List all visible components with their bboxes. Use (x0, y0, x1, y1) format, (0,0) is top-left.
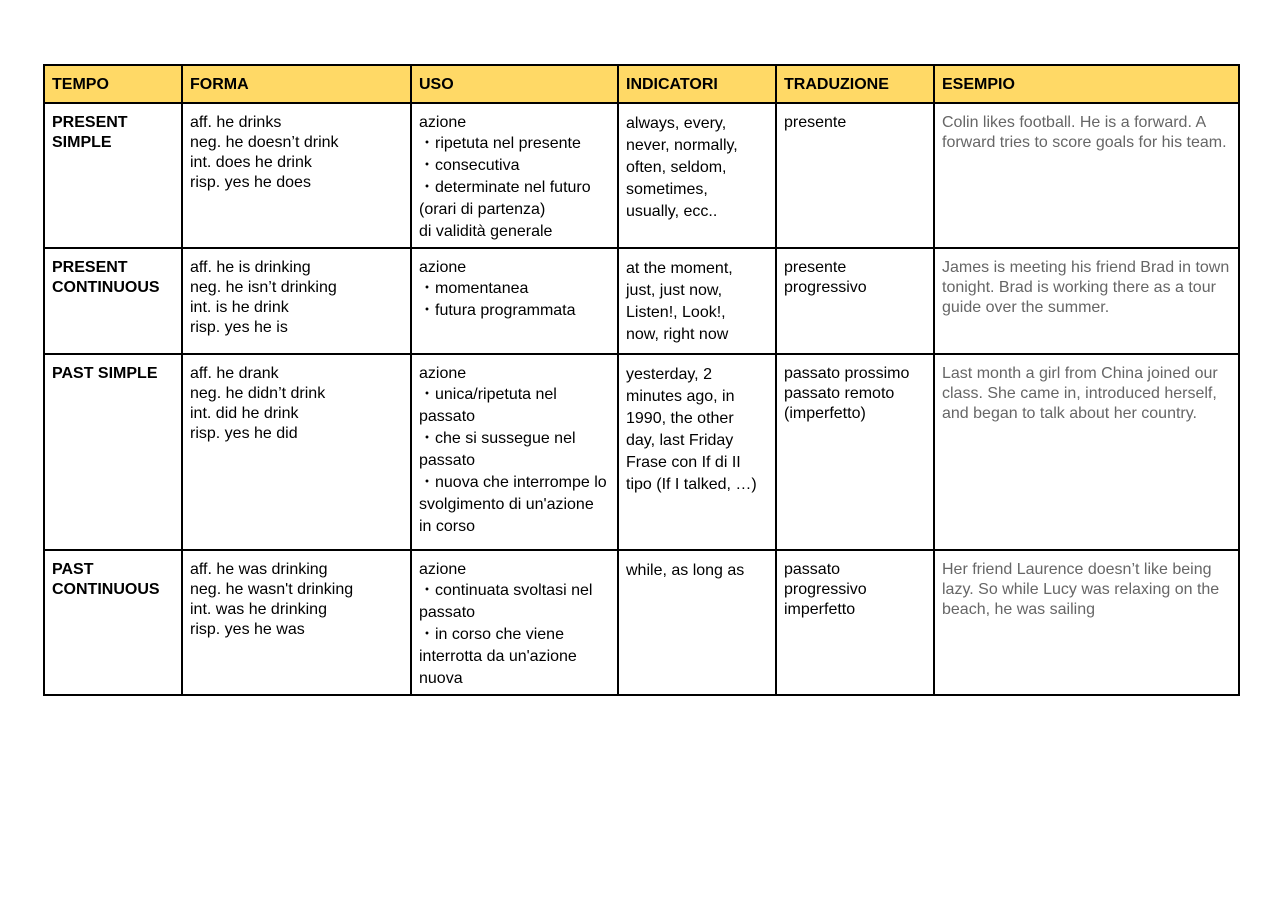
forma-line: aff. he was drinking (190, 561, 328, 578)
cell-esempio: Colin likes football. He is a forward. A forward tries to score goals for his team. (934, 103, 1239, 248)
uso-item: ・determinate nel futuro (419, 179, 591, 196)
uso-title: azione (419, 561, 467, 578)
tempo-line: CONTINUOUS (52, 581, 160, 598)
forma-line: aff. he is drinking (190, 259, 311, 276)
forma-line: risp. yes he was (190, 621, 305, 638)
uso-item: ・che si sussegue nel (419, 430, 576, 447)
uso-item: ・momentanea (419, 280, 529, 297)
table-row (44, 103, 1239, 248)
uso-item: ・unica/ripetuta nel (419, 386, 557, 403)
uso-item: ・nuova che interrompe lo (419, 474, 607, 491)
header-indicatori: INDICATORI (618, 65, 776, 103)
cell-forma (182, 550, 411, 695)
cell-forma (182, 354, 411, 550)
uso-item: ・ripetuta nel presente (419, 135, 581, 152)
forma-line: neg. he didn’t drink (190, 385, 326, 402)
cell-tempo (44, 354, 182, 550)
traduzione-line: (imperfetto) (784, 405, 866, 422)
indicatori-line: 1990, the other (626, 410, 734, 427)
header-tempo: TEMPO (44, 65, 182, 103)
tempo-line: PAST (52, 561, 94, 578)
uso-item: ・in corso che viene (419, 626, 564, 643)
forma-line: aff. he drank (190, 365, 279, 382)
forma-line: neg. he isn’t drinking (190, 279, 337, 296)
uso-item: passato (419, 604, 476, 621)
uso-item: ・futura programmata (419, 302, 576, 319)
forma-line: risp. yes he did (190, 425, 298, 442)
header-uso: USO (411, 65, 618, 103)
indicatori-line: while, as long as (626, 562, 745, 579)
header-esempio: ESEMPIO (934, 65, 1239, 103)
indicatori-line: Listen!, Look!, (626, 304, 726, 321)
uso-extra: di validità generale (419, 223, 553, 240)
cell-uso (411, 248, 618, 354)
cell-traduzione (776, 248, 934, 354)
forma-line: int. did he drink (190, 405, 299, 422)
traduzione-line: presente (784, 259, 847, 276)
uso-item: in corso (419, 518, 476, 535)
header-row (44, 65, 1239, 103)
tempo-line: PRESENT (52, 259, 128, 276)
cell-indicatori (618, 550, 776, 695)
cell-traduzione (776, 550, 934, 695)
indicatori-line: now, right now (626, 326, 729, 343)
cell-esempio: Her friend Laurence doesn’t like being lazy. So while Lucy was relaxing on the beach, he was sailing (934, 550, 1239, 695)
cell-traduzione (776, 354, 934, 550)
cell-tempo (44, 248, 182, 354)
table-row (44, 248, 1239, 354)
forma-line: neg. he doesn’t drink (190, 134, 339, 151)
cell-indicatori (618, 354, 776, 550)
cell-uso (411, 550, 618, 695)
forma-line: risp. yes he is (190, 319, 288, 336)
uso-item: interrotta da un'azione (419, 648, 577, 665)
indicatori-line: sometimes, (626, 181, 708, 198)
indicatori-line: at the moment, (626, 260, 733, 277)
indicatori-line: always, every, (626, 115, 727, 132)
traduzione-line: presente (784, 114, 847, 131)
indicatori-line: often, seldom, (626, 159, 727, 176)
traduzione-line: passato prossimo (784, 365, 910, 382)
forma-line: int. does he drink (190, 154, 312, 171)
tempo-line: CONTINUOUS (52, 279, 160, 296)
uso-item: ・consecutiva (419, 157, 520, 174)
uso-title: azione (419, 259, 467, 276)
traduzione-line: passato remoto (784, 385, 895, 402)
cell-indicatori (618, 103, 776, 248)
indicatori-line: tipo (If I talked, …) (626, 476, 757, 493)
table-row (44, 354, 1239, 550)
cell-esempio: James is meeting his friend Brad in town tonight. Brad is working there as a tour guide over the summer. (934, 248, 1239, 354)
cell-forma (182, 103, 411, 248)
cell-forma (182, 248, 411, 354)
traduzione-line: imperfetto (784, 601, 856, 618)
indicatori-line: day, last Friday (626, 432, 734, 449)
forma-line: neg. he wasn't drinking (190, 581, 354, 598)
tempo-line: PAST SIMPLE (52, 365, 158, 382)
traduzione-line: passato (784, 561, 841, 578)
indicatori-line: yesterday, 2 (626, 366, 712, 383)
forma-line: aff. he drinks (190, 114, 282, 131)
table-row (44, 550, 1239, 695)
forma-line: int. was he drinking (190, 601, 327, 618)
uso-title: azione (419, 365, 467, 382)
uso-item: passato (419, 452, 476, 469)
traduzione-line: progressivo (784, 279, 867, 296)
uso-item: ・continuata svoltasi nel (419, 582, 593, 599)
indicatori-line: usually, ecc.. (626, 203, 718, 220)
cell-tempo (44, 550, 182, 695)
cell-traduzione (776, 103, 934, 248)
uso-extra: (orari di partenza) (419, 201, 546, 218)
traduzione-line: progressivo (784, 581, 867, 598)
header-forma: FORMA (182, 65, 411, 103)
indicatori-line: minutes ago, in (626, 388, 735, 405)
tenses-table (43, 64, 1240, 696)
uso-item: svolgimento di un'azione (419, 496, 594, 513)
cell-tempo (44, 103, 182, 248)
forma-line: risp. yes he does (190, 174, 311, 191)
uso-item: nuova (419, 670, 463, 687)
uso-item: passato (419, 408, 476, 425)
indicatori-line: never, normally, (626, 137, 738, 154)
cell-uso (411, 354, 618, 550)
indicatori-line: just, just now, (626, 282, 723, 299)
uso-title: azione (419, 114, 467, 131)
cell-indicatori (618, 248, 776, 354)
indicatori-line: Frase con If di II (626, 454, 741, 471)
tempo-line: SIMPLE (52, 134, 112, 151)
header-traduzione: TRADUZIONE (776, 65, 934, 103)
forma-line: int. is he drink (190, 299, 289, 316)
tempo-line: PRESENT (52, 114, 128, 131)
cell-uso (411, 103, 618, 248)
cell-esempio: Last month a girl from China joined our class. She came in, introduced herself, and began to talk about her country. (934, 354, 1239, 550)
